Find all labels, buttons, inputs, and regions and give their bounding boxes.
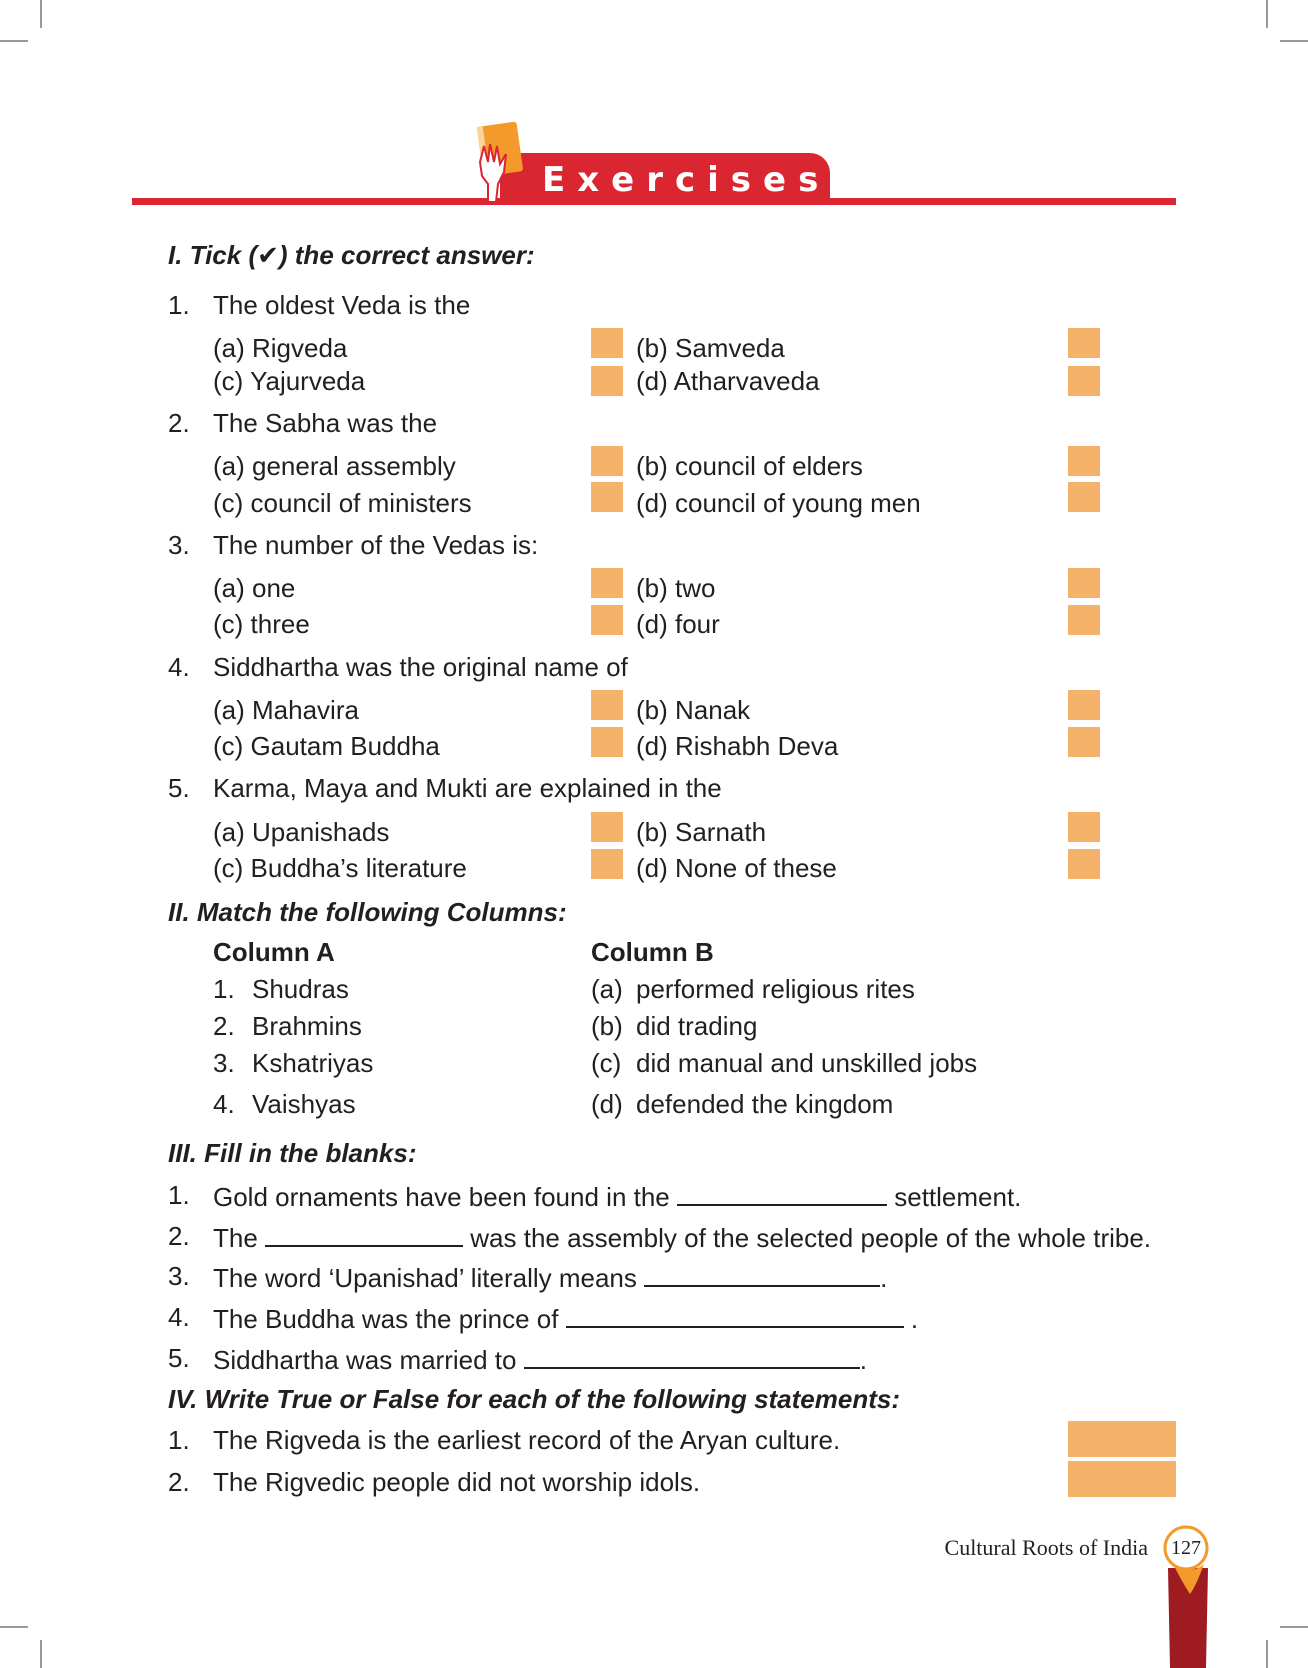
question-text: The oldest Veda is the bbox=[213, 290, 471, 320]
question-number: 3. bbox=[168, 530, 190, 560]
crop-mark bbox=[1280, 1626, 1308, 1628]
crop-mark bbox=[0, 40, 28, 42]
answer-box[interactable] bbox=[1068, 727, 1100, 757]
blank-text-before: Gold ornaments have been found in the bbox=[213, 1182, 670, 1212]
hand-book-icon bbox=[466, 118, 536, 204]
blank-line[interactable] bbox=[524, 1343, 860, 1369]
column-a-number: 1. bbox=[213, 974, 235, 1004]
section-title-match: II. Match the following Columns: bbox=[168, 897, 567, 927]
blank-line[interactable] bbox=[644, 1261, 880, 1287]
option-d: (d) None of these bbox=[636, 853, 837, 883]
page-number: 127 bbox=[1171, 1537, 1201, 1559]
blank-text-after: was the assembly of the selected people of the whole tribe. bbox=[470, 1223, 1152, 1253]
blank-text-before: The bbox=[213, 1223, 258, 1253]
blank-line[interactable] bbox=[265, 1221, 463, 1247]
option-a: (a) one bbox=[213, 573, 296, 603]
option-a: (a) Rigveda bbox=[213, 333, 348, 363]
column-a-item: Brahmins bbox=[252, 1011, 362, 1041]
question-text: Karma, Maya and Mukti are explained in the bbox=[213, 773, 722, 803]
answer-box[interactable] bbox=[591, 812, 623, 842]
blank-text-after: settlement. bbox=[894, 1182, 1022, 1212]
book-title: Cultural Roots of India bbox=[944, 1535, 1148, 1560]
page-title: Exercises bbox=[542, 160, 831, 200]
column-b-item: defended the kingdom bbox=[636, 1089, 894, 1119]
section-title-tick: I. Tick (✔) the correct answer: bbox=[168, 240, 535, 270]
answer-box[interactable] bbox=[591, 568, 623, 598]
question-text: Siddhartha was the original name of bbox=[213, 652, 628, 682]
answer-box[interactable] bbox=[1068, 568, 1100, 598]
blank-line[interactable] bbox=[566, 1302, 904, 1328]
blank-number: 4. bbox=[168, 1302, 190, 1332]
column-a-header: Column A bbox=[213, 937, 335, 967]
crop-mark bbox=[40, 1640, 42, 1668]
answer-box[interactable] bbox=[591, 366, 623, 396]
blank-text-after: . bbox=[880, 1263, 888, 1293]
option-d: (d) council of young men bbox=[636, 488, 921, 518]
column-a-number: 3. bbox=[213, 1048, 235, 1078]
answer-box[interactable] bbox=[1068, 446, 1100, 476]
answer-box[interactable] bbox=[591, 727, 623, 757]
option-c: (c) Yajurveda bbox=[213, 366, 366, 396]
answer-box[interactable] bbox=[591, 482, 623, 512]
blank-number: 2. bbox=[168, 1221, 190, 1251]
blank-text-before: The Buddha was the prince of bbox=[213, 1304, 559, 1334]
column-b-label: (c) bbox=[591, 1048, 622, 1078]
question-number: 4. bbox=[168, 652, 190, 682]
statement-text: The Rigvedic people did not worship idols. bbox=[213, 1467, 701, 1497]
answer-box[interactable] bbox=[591, 849, 623, 879]
crop-mark bbox=[0, 1626, 28, 1628]
column-b-label: (b) bbox=[591, 1011, 623, 1041]
answer-box[interactable] bbox=[591, 446, 623, 476]
blank-text-after: . bbox=[859, 1345, 867, 1375]
answer-box[interactable] bbox=[591, 690, 623, 720]
statement-text: The Rigveda is the earliest record of the Aryan culture. bbox=[213, 1425, 841, 1455]
option-c: (c) council of ministers bbox=[213, 488, 472, 518]
option-d: (d) Rishabh Deva bbox=[636, 731, 839, 761]
option-c: (c) Buddha’s literature bbox=[213, 853, 467, 883]
fill-blank-item bbox=[213, 1261, 887, 1293]
answer-box[interactable] bbox=[591, 328, 623, 358]
option-c: (c) three bbox=[213, 609, 310, 639]
option-c: (c) Gautam Buddha bbox=[213, 731, 440, 761]
fill-blank-item bbox=[213, 1180, 1021, 1212]
statement-number: 1. bbox=[168, 1425, 190, 1455]
answer-box[interactable] bbox=[1068, 690, 1100, 720]
column-a-number: 2. bbox=[213, 1011, 235, 1041]
answer-box[interactable] bbox=[591, 605, 623, 635]
crop-mark bbox=[1266, 0, 1268, 28]
option-a: (a) Mahavira bbox=[213, 695, 359, 725]
section-title-fill: III. Fill in the blanks: bbox=[168, 1138, 417, 1168]
section-title-true-false: IV. Write True or False for each of the following statements: bbox=[168, 1384, 900, 1414]
option-b: (b) Sarnath bbox=[636, 817, 767, 847]
answer-box[interactable] bbox=[1068, 605, 1100, 635]
column-b-item: did manual and unskilled jobs bbox=[636, 1048, 978, 1078]
option-d: (d) Atharvaveda bbox=[636, 366, 820, 396]
question-text: The Sabha was the bbox=[213, 408, 438, 438]
blank-text-before: Siddhartha was married to bbox=[213, 1345, 517, 1375]
answer-box[interactable] bbox=[1068, 366, 1100, 396]
column-a-item: Kshatriyas bbox=[252, 1048, 374, 1078]
question-number: 2. bbox=[168, 408, 190, 438]
option-b: (b) Samveda bbox=[636, 333, 785, 363]
question-number: 5. bbox=[168, 773, 190, 803]
option-b: (b) council of elders bbox=[636, 451, 863, 481]
column-b-label: (a) bbox=[591, 974, 623, 1004]
crop-mark bbox=[1280, 40, 1308, 42]
column-b-item: performed religious rites bbox=[636, 974, 915, 1004]
statement-number: 2. bbox=[168, 1467, 190, 1497]
fill-blank-item bbox=[213, 1221, 1151, 1253]
answer-box[interactable] bbox=[1068, 328, 1100, 358]
column-b-label: (d) bbox=[591, 1089, 623, 1119]
question-text: The number of the Vedas is: bbox=[213, 530, 539, 560]
column-a-item: Shudras bbox=[252, 974, 349, 1004]
column-a-item: Vaishyas bbox=[252, 1089, 356, 1119]
option-a: (a) Upanishads bbox=[213, 817, 390, 847]
blank-line[interactable] bbox=[677, 1180, 887, 1206]
blank-number: 1. bbox=[168, 1180, 190, 1210]
blank-number: 5. bbox=[168, 1343, 190, 1373]
fill-blank-item bbox=[213, 1302, 918, 1334]
blank-text-before: The word ‘Upanishad’ literally means bbox=[213, 1263, 637, 1293]
crop-mark bbox=[40, 0, 42, 28]
option-a: (a) general assembly bbox=[213, 451, 456, 481]
column-b-header: Column B bbox=[591, 937, 714, 967]
true-false-answer-box[interactable] bbox=[1068, 1461, 1176, 1497]
blank-number: 3. bbox=[168, 1261, 190, 1291]
answer-box[interactable] bbox=[1068, 482, 1100, 512]
crop-mark bbox=[1266, 1640, 1268, 1668]
answer-box[interactable] bbox=[1068, 849, 1100, 879]
blank-text-after: . bbox=[910, 1304, 919, 1334]
column-a-number: 4. bbox=[213, 1089, 235, 1119]
column-b-item: did trading bbox=[636, 1011, 758, 1041]
true-false-answer-box[interactable] bbox=[1068, 1421, 1176, 1457]
question-number: 1. bbox=[168, 290, 190, 320]
fill-blank-item bbox=[213, 1343, 867, 1375]
option-b: (b) Nanak bbox=[636, 695, 751, 725]
option-d: (d) four bbox=[636, 609, 720, 639]
option-b: (b) two bbox=[636, 573, 716, 603]
answer-box[interactable] bbox=[1068, 812, 1100, 842]
